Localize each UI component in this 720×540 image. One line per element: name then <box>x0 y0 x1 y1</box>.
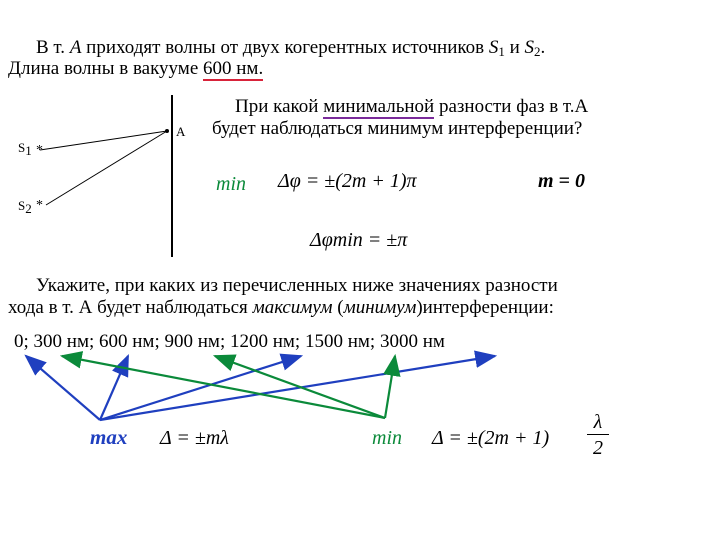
min-condition-formula: Δ = ±(2m + 1) <box>432 427 550 449</box>
question-line-1: При какой минимальной разности фаз в т.А <box>235 96 589 117</box>
max-arrow-3000 <box>100 356 495 420</box>
value-1500: 1500 нм; <box>304 331 376 352</box>
task2-line-2: хода в т. А будет наблюдаться максимум (минимум)интерференции: <box>8 297 554 318</box>
max-condition-label: max <box>90 425 128 449</box>
point-a-label: A <box>176 124 186 139</box>
min-condition-label: min <box>372 427 402 449</box>
s1-label: $S_1$ <box>18 140 32 158</box>
min-arrow-1500 <box>385 356 395 418</box>
s2-star: * <box>36 198 43 213</box>
min-arrow-300 <box>62 356 385 418</box>
value-600: 600 нм; <box>99 331 160 352</box>
m-value: m = 0 <box>538 170 585 192</box>
value-900: 900 нм; <box>164 331 226 352</box>
max-arrow-0 <box>26 356 100 420</box>
max-arrow-1200 <box>100 356 301 420</box>
phase-difference-formula: Δφ = ±(2m + 1)π <box>278 170 417 192</box>
answer-min-label: min <box>216 173 246 195</box>
s2-label: $S_2$ <box>18 198 32 216</box>
value-3000: 3000 нм <box>379 331 445 352</box>
s1-star: * <box>36 143 43 158</box>
problem-line-1: В т. A приходят волны от двух когерентных источников $S_1$ и $S_2$. <box>36 37 546 59</box>
value-0: 0; <box>14 331 29 352</box>
value-300: 300 нм; <box>33 331 95 352</box>
max-condition-formula: Δ = ±mλ <box>160 427 229 449</box>
problem-line-2: Длина волны в вакууме 600 нм. <box>8 58 264 79</box>
phase-min-formula: Δφmin = ±π <box>310 229 408 251</box>
question-line-2: будет наблюдаться минимум интерференции? <box>212 118 583 139</box>
min-condition-fraction: λ 2 <box>587 410 609 461</box>
value-1200: 1200 нм; <box>229 331 301 352</box>
min-arrow-900 <box>215 356 385 418</box>
wavelength-value: 600 нм. <box>203 58 264 79</box>
task2-line-1: Укажите, при каких из перечисленных ниже значениях разности <box>36 275 558 296</box>
